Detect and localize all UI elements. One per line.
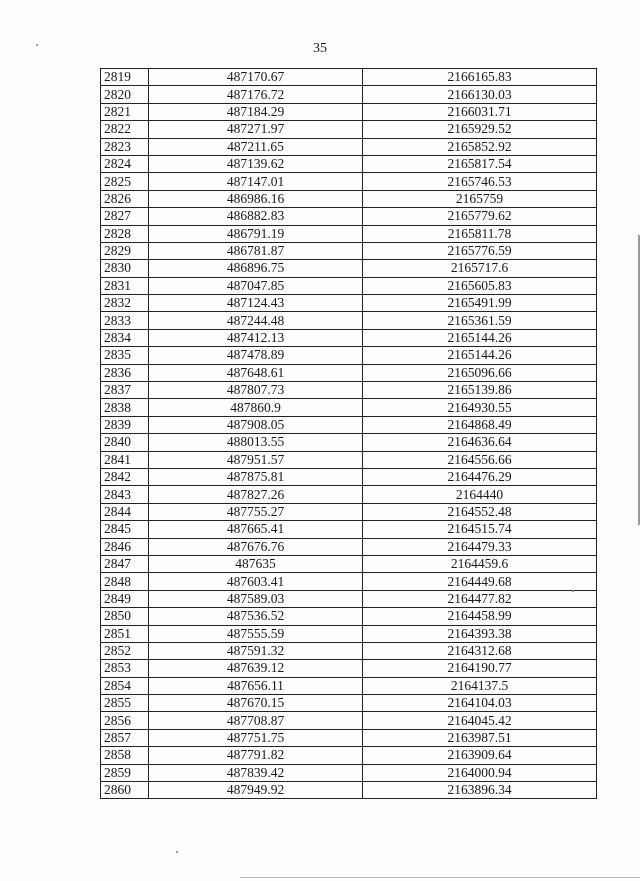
x-coordinate-cell: 487791.82 <box>149 747 363 764</box>
x-coordinate-cell: 487755.27 <box>149 503 363 520</box>
point-number-cell: 2820 <box>101 86 149 103</box>
x-coordinate-cell: 487184.29 <box>149 103 363 120</box>
point-number-cell: 2840 <box>101 434 149 451</box>
y-coordinate-cell: 2165746.53 <box>363 173 597 190</box>
y-coordinate-cell: 2165491.99 <box>363 295 597 312</box>
x-coordinate-cell: 487124.43 <box>149 295 363 312</box>
table-row <box>101 242 597 259</box>
y-coordinate-cell: 2164515.74 <box>363 521 597 538</box>
table-row <box>101 642 597 659</box>
point-number-cell: 2849 <box>101 590 149 607</box>
y-coordinate-cell: 2164045.42 <box>363 712 597 729</box>
y-coordinate-cell: 2164393.38 <box>363 625 597 642</box>
table-row <box>101 208 597 225</box>
table-row <box>101 190 597 207</box>
point-number-cell: 2856 <box>101 712 149 729</box>
point-number-cell: 2830 <box>101 260 149 277</box>
x-coordinate-cell: 487271.97 <box>149 121 363 138</box>
table-row <box>101 555 597 572</box>
point-number-cell: 2824 <box>101 155 149 172</box>
table-row <box>101 364 597 381</box>
x-coordinate-cell: 486791.19 <box>149 225 363 242</box>
scan-speck <box>176 851 178 853</box>
table-row <box>101 312 597 329</box>
y-coordinate-cell: 2164440 <box>363 486 597 503</box>
x-coordinate-cell: 487949.92 <box>149 782 363 799</box>
table-row <box>101 503 597 520</box>
y-coordinate-cell: 2164458.99 <box>363 608 597 625</box>
y-coordinate-cell: 2165929.52 <box>363 121 597 138</box>
y-coordinate-cell: 2165605.83 <box>363 277 597 294</box>
table-row <box>101 677 597 694</box>
point-number-cell: 2834 <box>101 329 149 346</box>
y-coordinate-cell: 2164312.68 <box>363 642 597 659</box>
x-coordinate-cell: 487555.59 <box>149 625 363 642</box>
point-number-cell: 2835 <box>101 347 149 364</box>
point-number-cell: 2821 <box>101 103 149 120</box>
y-coordinate-cell: 2164449.68 <box>363 573 597 590</box>
y-coordinate-cell: 2164636.64 <box>363 434 597 451</box>
table-row <box>101 468 597 485</box>
point-number-cell: 2846 <box>101 538 149 555</box>
y-coordinate-cell: 2164459.6 <box>363 555 597 572</box>
table-row <box>101 608 597 625</box>
point-number-cell: 2832 <box>101 295 149 312</box>
x-coordinate-cell: 487639.12 <box>149 660 363 677</box>
y-coordinate-cell: 2163896.34 <box>363 782 597 799</box>
point-number-cell: 2858 <box>101 747 149 764</box>
table-row <box>101 277 597 294</box>
point-number-cell: 2855 <box>101 695 149 712</box>
table-row <box>101 486 597 503</box>
point-number-cell: 2860 <box>101 782 149 799</box>
page-number: 35 <box>313 41 327 56</box>
x-coordinate-cell: 487047.85 <box>149 277 363 294</box>
y-coordinate-cell: 2166031.71 <box>363 103 597 120</box>
table-row <box>101 225 597 242</box>
y-coordinate-cell: 2166130.03 <box>363 86 597 103</box>
point-number-cell: 2839 <box>101 416 149 433</box>
y-coordinate-cell: 2165096.66 <box>363 364 597 381</box>
point-number-cell: 2823 <box>101 138 149 155</box>
x-coordinate-cell: 487648.61 <box>149 364 363 381</box>
table-row <box>101 538 597 555</box>
y-coordinate-cell: 2165776.59 <box>363 242 597 259</box>
point-number-cell: 2852 <box>101 642 149 659</box>
scan-bottom-rule <box>240 877 640 878</box>
point-number-cell: 2826 <box>101 190 149 207</box>
x-coordinate-cell: 487412.13 <box>149 329 363 346</box>
y-coordinate-cell: 2165717.6 <box>363 260 597 277</box>
point-number-cell: 2844 <box>101 503 149 520</box>
x-coordinate-cell: 487951.57 <box>149 451 363 468</box>
y-coordinate-cell: 2165144.26 <box>363 329 597 346</box>
y-coordinate-cell: 2164000.94 <box>363 764 597 781</box>
y-coordinate-cell: 2165779.62 <box>363 208 597 225</box>
y-coordinate-cell: 2164556.66 <box>363 451 597 468</box>
point-number-cell: 2822 <box>101 121 149 138</box>
y-coordinate-cell: 2165852.92 <box>363 138 597 155</box>
y-coordinate-cell: 2166165.83 <box>363 69 597 86</box>
x-coordinate-cell: 487591.32 <box>149 642 363 659</box>
y-coordinate-cell: 2165811.78 <box>363 225 597 242</box>
point-number-cell: 2843 <box>101 486 149 503</box>
table-row <box>101 382 597 399</box>
point-number-cell: 2842 <box>101 468 149 485</box>
point-number-cell: 2859 <box>101 764 149 781</box>
point-number-cell: 2853 <box>101 660 149 677</box>
table-row <box>101 329 597 346</box>
y-coordinate-cell: 2165759 <box>363 190 597 207</box>
table-row <box>101 782 597 799</box>
point-number-cell: 2833 <box>101 312 149 329</box>
x-coordinate-cell: 488013.55 <box>149 434 363 451</box>
x-coordinate-cell: 487751.75 <box>149 729 363 746</box>
table-row <box>101 347 597 364</box>
x-coordinate-cell: 487211.65 <box>149 138 363 155</box>
table-row <box>101 712 597 729</box>
y-coordinate-cell: 2165139.86 <box>363 382 597 399</box>
point-number-cell: 2828 <box>101 225 149 242</box>
y-coordinate-cell: 2165817.54 <box>363 155 597 172</box>
table-row <box>101 155 597 172</box>
x-coordinate-cell: 487875.81 <box>149 468 363 485</box>
x-coordinate-cell: 487676.76 <box>149 538 363 555</box>
x-coordinate-cell: 487665.41 <box>149 521 363 538</box>
scan-speck <box>572 590 574 592</box>
x-coordinate-cell: 487670.15 <box>149 695 363 712</box>
y-coordinate-cell: 2164477.82 <box>363 590 597 607</box>
table-row <box>101 399 597 416</box>
x-coordinate-cell: 487589.03 <box>149 590 363 607</box>
coordinates-table-body <box>101 69 597 799</box>
table-row <box>101 103 597 120</box>
table-row <box>101 521 597 538</box>
x-coordinate-cell: 487536.52 <box>149 608 363 625</box>
point-number-cell: 2851 <box>101 625 149 642</box>
x-coordinate-cell: 487139.62 <box>149 155 363 172</box>
table-row <box>101 86 597 103</box>
x-coordinate-cell: 487603.41 <box>149 573 363 590</box>
y-coordinate-cell: 2163987.51 <box>363 729 597 746</box>
point-number-cell: 2836 <box>101 364 149 381</box>
x-coordinate-cell: 486896.75 <box>149 260 363 277</box>
point-number-cell: 2841 <box>101 451 149 468</box>
point-number-cell: 2837 <box>101 382 149 399</box>
y-coordinate-cell: 2164930.55 <box>363 399 597 416</box>
x-coordinate-cell: 487170.67 <box>149 69 363 86</box>
point-number-cell: 2850 <box>101 608 149 625</box>
x-coordinate-cell: 486882.83 <box>149 208 363 225</box>
point-number-cell: 2854 <box>101 677 149 694</box>
y-coordinate-cell: 2164104.03 <box>363 695 597 712</box>
coordinates-table <box>100 68 597 799</box>
point-number-cell: 2827 <box>101 208 149 225</box>
scan-speck <box>36 44 38 46</box>
x-coordinate-cell: 487839.42 <box>149 764 363 781</box>
table-row <box>101 625 597 642</box>
point-number-cell: 2857 <box>101 729 149 746</box>
table-row <box>101 573 597 590</box>
table-row <box>101 747 597 764</box>
y-coordinate-cell: 2164137.5 <box>363 677 597 694</box>
x-coordinate-cell: 487656.11 <box>149 677 363 694</box>
y-coordinate-cell: 2164479.33 <box>363 538 597 555</box>
y-coordinate-cell: 2164190.77 <box>363 660 597 677</box>
point-number-cell: 2848 <box>101 573 149 590</box>
x-coordinate-cell: 487827.26 <box>149 486 363 503</box>
point-number-cell: 2819 <box>101 69 149 86</box>
table-row <box>101 590 597 607</box>
x-coordinate-cell: 487478.89 <box>149 347 363 364</box>
x-coordinate-cell: 487244.48 <box>149 312 363 329</box>
table-row <box>101 451 597 468</box>
table-row <box>101 121 597 138</box>
point-number-cell: 2831 <box>101 277 149 294</box>
x-coordinate-cell: 486986.16 <box>149 190 363 207</box>
y-coordinate-cell: 2165144.26 <box>363 347 597 364</box>
x-coordinate-cell: 487807.73 <box>149 382 363 399</box>
table-row <box>101 260 597 277</box>
point-number-cell: 2847 <box>101 555 149 572</box>
table-row <box>101 695 597 712</box>
point-number-cell: 2845 <box>101 521 149 538</box>
table-row <box>101 764 597 781</box>
x-coordinate-cell: 487147.01 <box>149 173 363 190</box>
y-coordinate-cell: 2163909.64 <box>363 747 597 764</box>
point-number-cell: 2838 <box>101 399 149 416</box>
x-coordinate-cell: 487708.87 <box>149 712 363 729</box>
table-row <box>101 295 597 312</box>
table-row <box>101 173 597 190</box>
table-row <box>101 660 597 677</box>
x-coordinate-cell: 487860.9 <box>149 399 363 416</box>
y-coordinate-cell: 2164552.48 <box>363 503 597 520</box>
point-number-cell: 2825 <box>101 173 149 190</box>
y-coordinate-cell: 2165361.59 <box>363 312 597 329</box>
x-coordinate-cell: 486781.87 <box>149 242 363 259</box>
x-coordinate-cell: 487908.05 <box>149 416 363 433</box>
table-row <box>101 729 597 746</box>
table-row <box>101 434 597 451</box>
x-coordinate-cell: 487176.72 <box>149 86 363 103</box>
table-row <box>101 138 597 155</box>
table-row <box>101 416 597 433</box>
y-coordinate-cell: 2164476.29 <box>363 468 597 485</box>
y-coordinate-cell: 2164868.49 <box>363 416 597 433</box>
point-number-cell: 2829 <box>101 242 149 259</box>
x-coordinate-cell: 487635 <box>149 555 363 572</box>
table-row <box>101 69 597 86</box>
